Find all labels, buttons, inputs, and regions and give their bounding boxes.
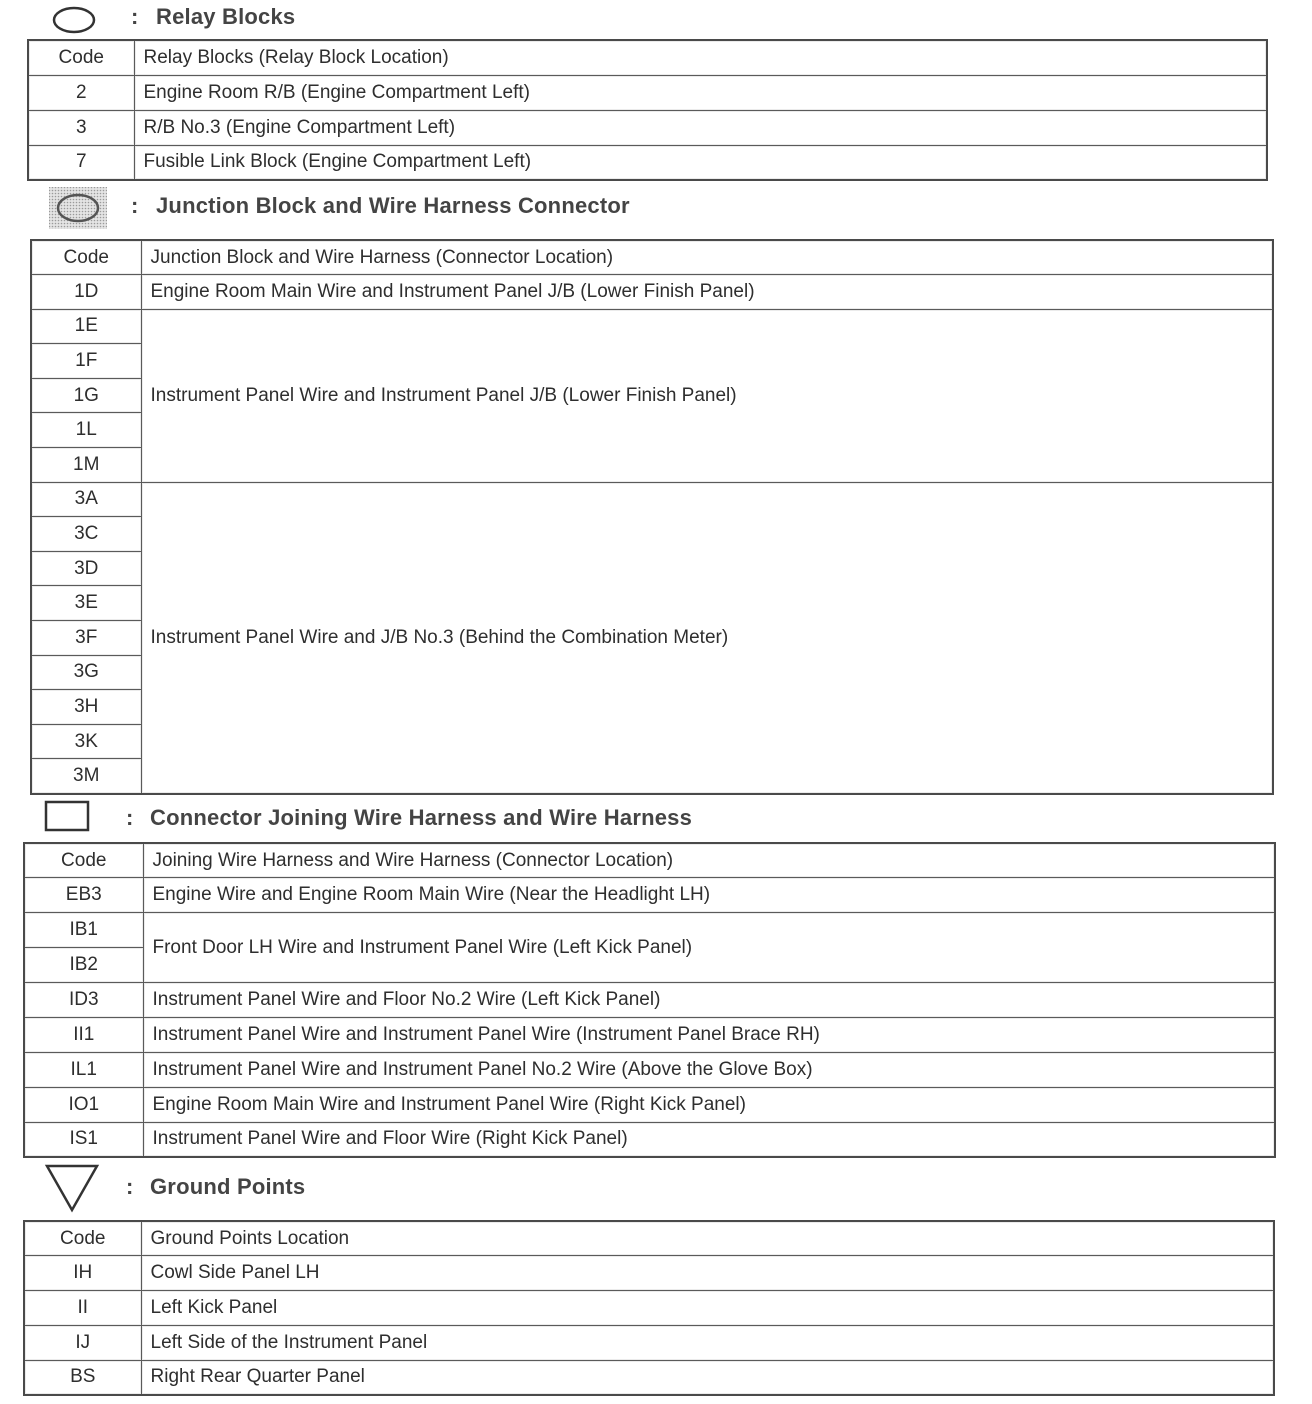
section-title: Junction Block and Wire Harness Connector	[156, 193, 630, 218]
junction-block-table	[30, 239, 1274, 795]
table-row	[24, 1360, 1274, 1395]
location-cell: Right Rear Quarter Panel	[141, 1360, 1274, 1395]
column-header-code: Code	[24, 1221, 141, 1256]
table-row	[24, 1017, 1275, 1052]
location-cell: Engine Room Main Wire and Instrument Panel Wire (Right Kick Panel)	[143, 1087, 1275, 1122]
location-cell: Fusible Link Block (Engine Compartment Left)	[134, 145, 1267, 180]
connector-header	[0, 800, 1312, 836]
table-row	[24, 1291, 1274, 1326]
ground-points-header	[0, 1160, 1312, 1199]
code-cell: IO1	[24, 1087, 143, 1122]
column-header-location: Junction Block and Wire Harness (Connector Location)	[141, 240, 1273, 275]
table-row	[24, 913, 1275, 948]
column-header-location: Relay Blocks (Relay Block Location)	[134, 40, 1267, 75]
code-cell: ID3	[24, 983, 143, 1018]
table-row	[24, 878, 1275, 913]
code-cell: 1E	[31, 309, 141, 344]
table-header-row	[24, 843, 1275, 878]
location-cell: Left Side of the Instrument Panel	[141, 1325, 1274, 1360]
code-cell: 2	[28, 75, 134, 110]
code-cell: 3	[28, 110, 134, 145]
location-cell: Front Door LH Wire and Instrument Panel Wire (Left Kick Panel)	[143, 913, 1275, 983]
section-title: Relay Blocks	[156, 4, 296, 29]
table-header-row	[28, 40, 1267, 75]
ground-points-table	[23, 1220, 1275, 1396]
table-row	[28, 145, 1267, 180]
down-triangle-icon	[44, 1162, 100, 1214]
location-cell: Engine Room Main Wire and Instrument Panel J/B (Lower Finish Panel)	[141, 275, 1273, 310]
section-title: Ground Points	[150, 1174, 306, 1199]
code-cell: BS	[24, 1360, 141, 1395]
section-colon: :	[131, 4, 139, 29]
code-cell: 3A	[31, 482, 141, 517]
location-cell: Instrument Panel Wire and Instrument Panel Wire (Instrument Panel Brace RH)	[143, 1017, 1275, 1052]
code-cell: 3E	[31, 586, 141, 621]
junction-block-header	[0, 186, 1312, 222]
table-row	[24, 1256, 1274, 1291]
table-header-row	[31, 240, 1273, 275]
code-cell: II	[24, 1291, 141, 1326]
table-row	[24, 1087, 1275, 1122]
code-cell: 1G	[31, 378, 141, 413]
table-row	[28, 110, 1267, 145]
table-row	[31, 309, 1273, 344]
location-cell: Instrument Panel Wire and Floor Wire (Right Kick Panel)	[143, 1122, 1275, 1157]
code-cell: 3K	[31, 724, 141, 759]
location-cell: R/B No.3 (Engine Compartment Left)	[134, 110, 1267, 145]
rectangle-outline-icon	[44, 800, 92, 834]
relay-blocks-header	[0, 0, 1312, 36]
oval-outline-icon	[50, 4, 100, 36]
column-header-location: Ground Points Location	[141, 1221, 1274, 1256]
code-cell: 3M	[31, 759, 141, 794]
code-cell: 3F	[31, 621, 141, 656]
table-row	[31, 482, 1273, 517]
code-cell: 1F	[31, 344, 141, 379]
code-cell: 3G	[31, 655, 141, 690]
location-cell: Instrument Panel Wire and Floor No.2 Wire (Left Kick Panel)	[143, 983, 1275, 1018]
code-cell: IS1	[24, 1122, 143, 1157]
location-cell: Engine Wire and Engine Room Main Wire (Near the Headlight LH)	[143, 878, 1275, 913]
location-cell: Engine Room R/B (Engine Compartment Left)	[134, 75, 1267, 110]
location-cell: Instrument Panel Wire and J/B No.3 (Behind the Combination Meter)	[141, 482, 1273, 793]
code-cell: 1L	[31, 413, 141, 448]
code-cell: 1D	[31, 275, 141, 310]
table-row	[28, 75, 1267, 110]
relay-blocks-table	[27, 39, 1268, 181]
table-row	[24, 983, 1275, 1018]
code-cell: IH	[24, 1256, 141, 1291]
table-row	[24, 1122, 1275, 1157]
table-row	[24, 1052, 1275, 1087]
code-cell: IB1	[24, 913, 143, 948]
code-cell: IB2	[24, 948, 143, 983]
column-header-code: Code	[24, 843, 143, 878]
section-title: Connector Joining Wire Harness and Wire Harness	[150, 805, 693, 830]
code-cell: IJ	[24, 1325, 141, 1360]
location-cell: Cowl Side Panel LH	[141, 1256, 1274, 1291]
code-cell: 3C	[31, 517, 141, 552]
connector-table	[23, 842, 1276, 1158]
code-cell: EB3	[24, 878, 143, 913]
shaded-oval-icon	[48, 186, 110, 230]
column-header-code: Code	[28, 40, 134, 75]
location-cell: Instrument Panel Wire and Instrument Panel No.2 Wire (Above the Glove Box)	[143, 1052, 1275, 1087]
table-row	[31, 275, 1273, 310]
column-header-code: Code	[31, 240, 141, 275]
section-colon: :	[131, 193, 139, 218]
table-row	[24, 1325, 1274, 1360]
code-cell: 1M	[31, 448, 141, 483]
code-cell: 3H	[31, 690, 141, 725]
column-header-location: Joining Wire Harness and Wire Harness (Connector Location)	[143, 843, 1275, 878]
location-cell: Instrument Panel Wire and Instrument Panel J/B (Lower Finish Panel)	[141, 309, 1273, 482]
location-cell: Left Kick Panel	[141, 1291, 1274, 1326]
code-cell: II1	[24, 1017, 143, 1052]
code-cell: 7	[28, 145, 134, 180]
section-colon: :	[126, 805, 134, 830]
code-cell: IL1	[24, 1052, 143, 1087]
section-colon: :	[126, 1174, 134, 1199]
table-header-row	[24, 1221, 1274, 1256]
code-cell: 3D	[31, 551, 141, 586]
